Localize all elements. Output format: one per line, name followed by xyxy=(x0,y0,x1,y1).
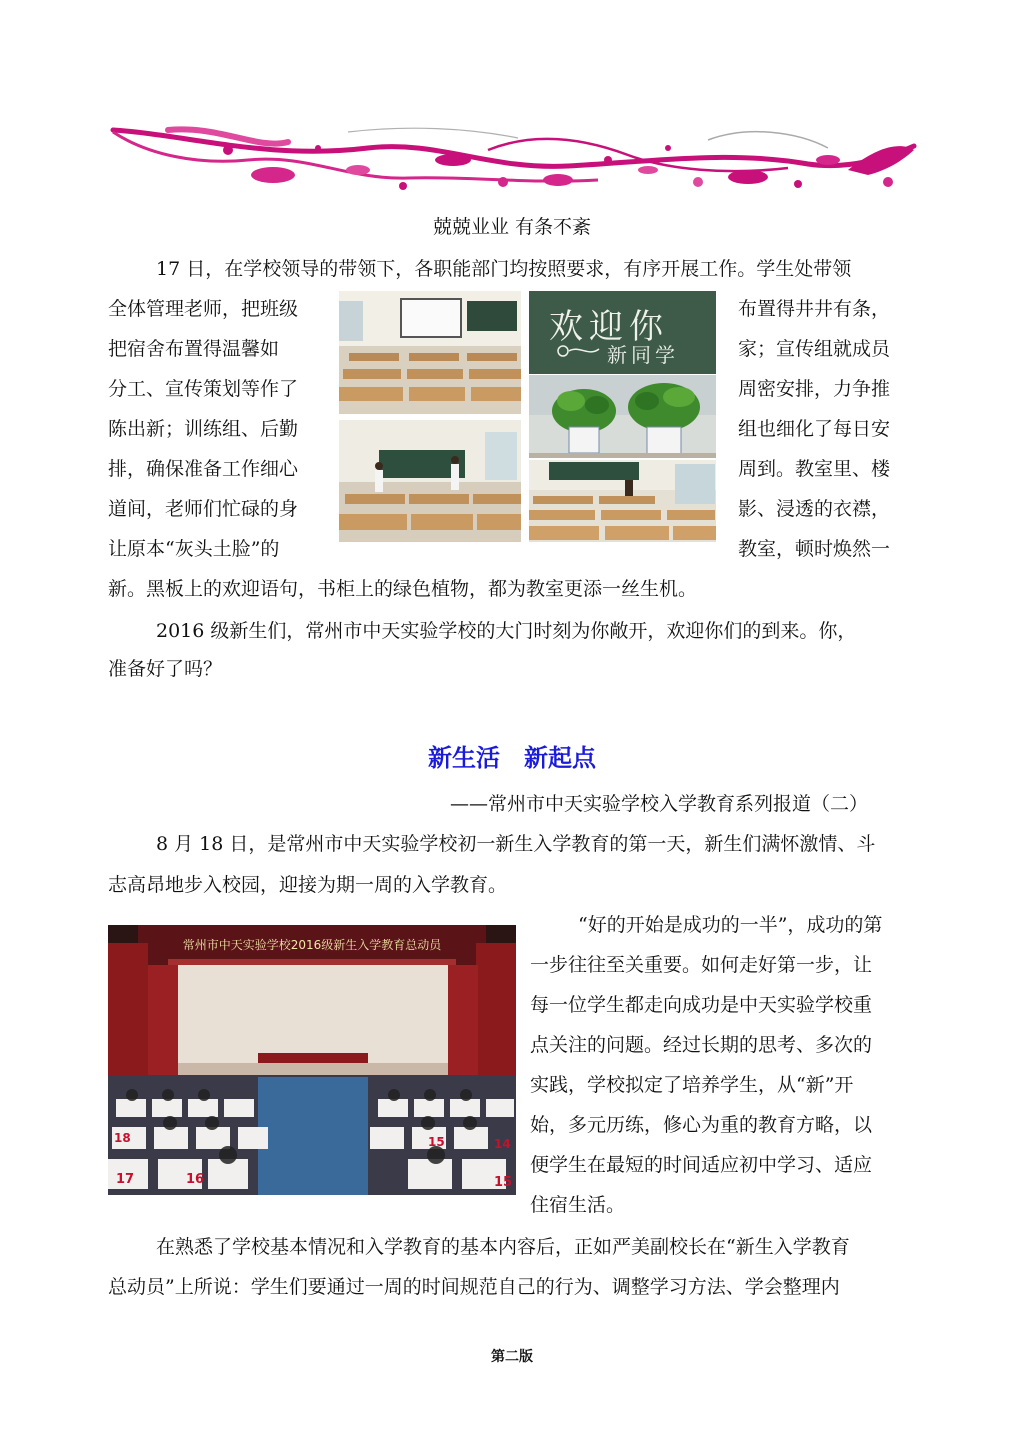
article-byline: ——常州市中天实验学校入学教育系列报道（二） xyxy=(450,793,869,815)
paragraph-line: 准备好了吗？ xyxy=(108,658,223,680)
classroom-photo xyxy=(339,291,521,414)
article-headline: 新生活 新起点 xyxy=(428,744,596,772)
paragraph-line: 一步往往至关重要。如何走好第一步，让 xyxy=(530,954,873,976)
seat-number: 16 xyxy=(186,1172,205,1187)
paragraph-line: 陈出新；训练组、后勤 xyxy=(108,418,299,440)
paragraph-line: 始，多元历练，修心为重的教育方略，以 xyxy=(530,1114,873,1136)
paragraph-line: 志高昂地步入校园，迎接为期一周的入学教育。 xyxy=(108,874,508,896)
paragraph-line: 全体管理老师，把班级 xyxy=(108,298,299,320)
paragraph-line: 点关注的问题。经过长期的思考、多次的 xyxy=(530,1034,873,1056)
paragraph-line: 2016 级新生们，常州市中天实验学校的大门时刻为你敞开，欢迎你们的到来。你， xyxy=(156,620,857,642)
paragraph-line: 道间，老师们忙碌的身 xyxy=(108,498,299,520)
welcome-chalk-text: 新同学 xyxy=(607,343,679,367)
paragraph-line: 周到。教室里、楼 xyxy=(738,458,891,480)
paragraph-line: 17 日，在学校领导的带领下，各职能部门均按照要求，有序开展工作。学生处带领 xyxy=(156,258,852,280)
teachers-classroom-photo xyxy=(339,420,521,542)
paragraph-line: 每一位学生都走向成功是中天实验学校重 xyxy=(530,994,873,1016)
paragraph-line: 8 月 18 日，是常州市中天实验学校初一新生入学教育的第一天，新生们满怀激情、斗 xyxy=(156,833,876,855)
page-number-label: 第二版 xyxy=(491,1349,533,1365)
paragraph-line: 周密安排，力争推 xyxy=(738,378,891,400)
paragraph-line: 排，确保准备工作细心 xyxy=(108,458,299,480)
welcome-chalk-text: 欢迎你 xyxy=(549,307,669,347)
section-subtitle: 兢兢业业 有条不紊 xyxy=(432,216,592,238)
paragraph-line: 教室，顿时焕然一 xyxy=(738,538,891,560)
seat-number: 17 xyxy=(116,1172,135,1187)
classroom-desks-photo xyxy=(529,460,716,542)
paragraph-line: 家；宣传组就成员 xyxy=(738,338,891,360)
seat-number: 14 xyxy=(494,1137,511,1151)
floral-ornament-banner xyxy=(108,120,918,192)
seat-number: 15 xyxy=(428,1135,445,1149)
paragraph-line: 住宿生活。 xyxy=(530,1194,626,1216)
chalkboard-photo xyxy=(529,291,716,374)
flower-doodle-icon xyxy=(551,339,601,363)
paragraph-line: 总动员”上所说：学生们要通过一周的时间规范自己的行为、调整学习方法、学会整理内 xyxy=(108,1276,840,1298)
paragraph-line: 在熟悉了学校基本情况和入学教育的基本内容后，正如严美副校长在“新生入学教育 xyxy=(156,1236,850,1258)
seat-number: 15 xyxy=(494,1175,513,1190)
plants-photo xyxy=(529,375,716,458)
paragraph-line: 实践，学校拟定了培养学生，从“新”开 xyxy=(530,1074,854,1096)
paragraph-line: 便学生在最短的时间适应初中学习、适应 xyxy=(530,1154,873,1176)
seat-number: 18 xyxy=(114,1131,131,1145)
auditorium-photo xyxy=(108,925,516,1195)
paragraph-line: 新。黑板上的欢迎语句，书柜上的绿色植物，都为教室更添一丝生机。 xyxy=(108,578,698,600)
paragraph-line: 分工、宣传策划等作了 xyxy=(108,378,299,400)
paragraph-line: 组也细化了每日安 xyxy=(738,418,891,440)
paragraph-line: “好的开始是成功的一半”，成功的第 xyxy=(578,914,883,936)
auditorium-banner: 常州市中天实验学校2016级新生入学教育总动员 xyxy=(182,938,442,952)
paragraph-line: 布置得井井有条， xyxy=(738,298,891,320)
paragraph-line: 让原本“灰头土脸”的 xyxy=(108,538,280,560)
paragraph-line: 把宿舍布置得温馨如 xyxy=(108,338,280,360)
paragraph-line: 影、浸透的衣襟， xyxy=(738,498,891,520)
